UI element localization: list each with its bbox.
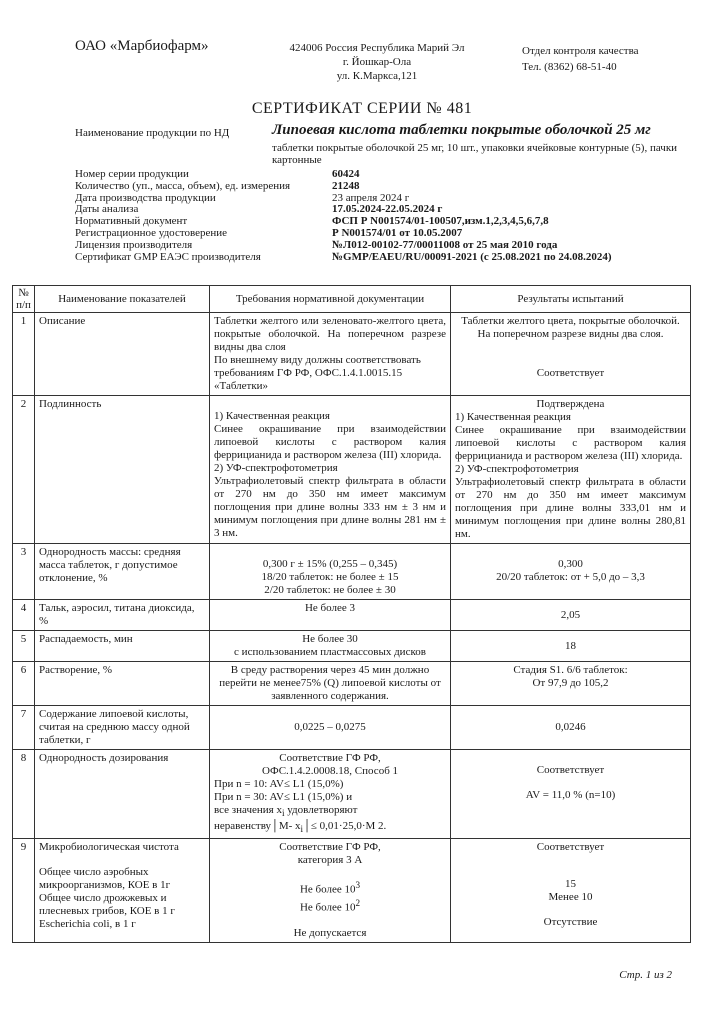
req-text: [214, 820, 446, 836]
info-label: Номер серии продукции: [75, 168, 189, 180]
info-row: [75, 181, 695, 193]
spacer: [455, 752, 686, 764]
info-label: Дата производства продукции: [75, 191, 216, 204]
info-value: №Л012-00102-77/00011008 от 25 мая 2010 года: [332, 238, 558, 251]
info-label: Даты анализа: [75, 203, 139, 216]
row-name: Подлинность: [35, 396, 210, 544]
row-requirements: Не более 3: [210, 600, 451, 631]
res-text: 0,300: [558, 558, 583, 570]
sub-name: Общее число дрожжевых и плесневых грибов, КОЕ в 1 г: [39, 892, 175, 918]
row-results: [451, 396, 691, 544]
spacer: [455, 866, 686, 878]
info-label: Регистрационное удостоверение: [75, 226, 228, 239]
req-text: [214, 804, 446, 820]
row-name-text: Микробиологическая чистота: [39, 841, 179, 854]
row-num: 6: [13, 662, 35, 706]
table-row: [13, 544, 691, 600]
spacer: [455, 904, 686, 916]
info-value: 17.05.2024-22.05.2024 г: [332, 203, 443, 216]
spacer: [214, 867, 446, 879]
company-name: ОАО «Марбиофарм»: [75, 38, 209, 54]
res-text: AV = 11,0 % (n=10): [525, 789, 616, 801]
row-requirements: В среду растворения через 45 мин должно перейти не менее75% (Q) липоевой кислоты от заявленного содержания.: [210, 662, 451, 706]
req-text: 18/20 таблеток: не более ± 15: [261, 571, 399, 583]
res-text: Подтверждена: [536, 398, 605, 410]
row-results: [451, 662, 691, 706]
row-requirements: 0,0225 – 0,0275: [210, 706, 451, 750]
department-phone: Тел. (8362) 68-51-40: [522, 61, 617, 73]
product-description: таблетки покрытые оболочкой 25 мг, 10 шт., упаковки ячейковые контурные (5), пачки картонные: [272, 142, 678, 166]
req-fragment: │≤ 0,01·25,0·M 2.: [303, 820, 387, 833]
info-value: 21248: [332, 179, 360, 192]
res-text: 1) Качественная реакция: [455, 411, 571, 423]
page-number: Стр. 1 из 2: [619, 969, 672, 981]
info-row: [75, 240, 695, 252]
req-superscript: 3: [355, 880, 361, 891]
table-row: [13, 839, 691, 942]
res-text: 20/20 таблеток: от + 5,0 до – 3,3: [496, 571, 645, 583]
row-num: 7: [13, 706, 35, 750]
row-requirements: [210, 750, 451, 839]
res-text: Соответствует: [536, 841, 605, 854]
res-text: 15: [565, 878, 576, 891]
req-text: По внешнему виду должны соответствовать требованиям ГФ РФ, ОФС.1.4.1.0015.15 «Таблетки»: [214, 354, 421, 392]
info-label: Нормативный документ: [75, 215, 188, 228]
department-name: Отдел контроля качества: [522, 45, 639, 57]
info-value: 60424: [332, 168, 360, 180]
row-results: 18: [451, 631, 691, 662]
req-subscript: i: [300, 824, 304, 835]
info-value: ФСП Р N001574/01-100507,изм.1,2,3,4,5,6,7,8: [332, 215, 549, 228]
req-text: Синее окрашивание при взаимодействии липоевой кислоты с раствором калия феррицианида и раствором железа (III) хлорида.: [214, 423, 446, 461]
row-requirements: [210, 313, 451, 396]
results-table: [12, 285, 691, 943]
row-requirements: [210, 396, 451, 544]
req-text: Соответствие ГФ РФ,: [279, 752, 381, 764]
req-fragment: удовлетворяют: [284, 804, 358, 816]
row-num: 1: [13, 313, 35, 396]
req-text: с использованием пластмассовых дисков: [234, 646, 426, 658]
header-name: Наименование показателей: [35, 286, 210, 313]
row-num: 9: [13, 839, 35, 942]
req-text: категория 3 А: [297, 854, 363, 867]
row-results: [451, 313, 691, 396]
res-text: Соответствует: [536, 367, 605, 379]
req-fragment: неравенству│M- x: [214, 820, 301, 833]
address-line: ул. К.Маркса,121: [336, 70, 418, 82]
info-label: Сертификат GMP ЕАЭС производителя: [75, 250, 261, 263]
table-row: [13, 631, 691, 662]
table-row: [13, 600, 691, 631]
res-text: Соответствует: [536, 764, 605, 776]
req-text: Ультрафиолетовый спектр фильтрата в области от 270 нм до 350 нм имеет максимум поглощения при длине волны 333 нм ± 3 нм и минимум поглощения при длине волны 281 нм ± 3 нм.: [214, 475, 446, 539]
table-header-row: [13, 286, 691, 313]
header-results: Результаты испытаний: [451, 286, 691, 313]
info-row: [75, 228, 695, 240]
req-text: 2/20 таблеток: не более ± 30: [264, 584, 396, 596]
res-text: Отсутствие: [543, 916, 598, 929]
info-label: Количество (уп., масса, объем), ед. измерения: [75, 179, 291, 192]
res-text: 2) УФ-спектрофотометрия: [455, 463, 579, 475]
sub-name: Общее число аэробных микроорганизмов, КОЕ в 1г: [39, 866, 171, 892]
res-text: Синее окрашивание при взаимодействии липоевой кислоты с раствором калия феррицианида и раствором железа (III) хлорида.: [455, 424, 686, 462]
req-text: 2) УФ-спектрофотометрия: [214, 462, 338, 474]
row-num: 8: [13, 750, 35, 839]
row-name: Однородность дозирования: [35, 750, 210, 839]
res-text: Стадия S1. 6/6 таблеток:: [513, 664, 628, 676]
req-text: 0,300 г ± 15% (0,255 – 0,345): [262, 558, 398, 570]
row-requirements: [210, 631, 451, 662]
row-num: 3: [13, 544, 35, 600]
table-row: [13, 313, 691, 396]
row-results: [451, 544, 691, 600]
table-row: [13, 396, 691, 544]
row-results: [451, 750, 691, 839]
info-row: [75, 252, 695, 264]
address-line: г. Йошкар-Ола: [342, 56, 412, 68]
row-name: Содержание липоевой кислоты, считая на среднюю массу одной таблетки, г: [35, 706, 210, 750]
product-info: [75, 169, 695, 263]
row-name: Описание: [35, 313, 210, 396]
address-line: 424006 Россия Республика Марий Эл: [289, 42, 465, 54]
req-text: При n = 30: AV≤ L1 (15,0%) и: [214, 791, 353, 803]
department-block: [522, 43, 702, 75]
res-text: Менее 10: [548, 891, 593, 904]
info-label: Лицензия производителя: [75, 238, 193, 251]
req-subscript: i: [281, 808, 285, 819]
spacer: [39, 854, 205, 866]
req-fragment: Не более 10: [299, 884, 356, 897]
table-row: [13, 750, 691, 839]
req-text: При n = 10: AV≤ L1 (15,0%): [214, 778, 344, 790]
req-text: 1) Качественная реакция: [214, 410, 330, 422]
row-requirements: [210, 839, 451, 942]
table-row: [13, 706, 691, 750]
row-name: [35, 839, 210, 942]
row-name: Растворение, %: [35, 662, 210, 706]
res-text: От 97,9 до 105,2: [532, 677, 609, 689]
req-text: Соответствие ГФ РФ,: [279, 841, 381, 854]
req-text: [214, 897, 446, 915]
sub-name: Escherichia coli, в 1 г: [39, 918, 136, 931]
header-requirements: Требования нормативной документации: [210, 286, 451, 313]
spacer: [455, 854, 686, 866]
info-value: 23 апреля 2024 г: [332, 191, 410, 204]
company-address: [272, 41, 482, 83]
info-value: Р N001574/01 от 10.05.2007: [332, 226, 463, 239]
row-num: 4: [13, 600, 35, 631]
header-num: № п/п: [13, 286, 35, 313]
res-text: Таблетки желтого цвета, покрытые оболочкой. На поперечном разрезе видны два слоя.: [461, 315, 680, 340]
req-superscript: 2: [355, 898, 361, 909]
row-requirements: [210, 544, 451, 600]
spacer: [214, 398, 446, 410]
spacer: [455, 546, 686, 558]
certificate-title: СЕРТИФИКАТ СЕРИИ № 481: [251, 100, 473, 117]
req-text: Не допускается: [293, 926, 367, 939]
info-value: №GMP/EAEU/RU/00091-2021 (с 25.08.2021 по 24.08.2024): [332, 250, 612, 263]
req-fragment: Не более 10: [299, 901, 356, 914]
row-num: 5: [13, 631, 35, 662]
row-results: 2,05: [451, 600, 691, 631]
product-label: Наименование продукции по НД: [75, 127, 230, 139]
req-text: Не более 30: [302, 633, 358, 645]
spacer: [214, 915, 446, 927]
table-row: [13, 662, 691, 706]
req-text: ОФС.1.4.2.0008.18, Способ 1: [261, 765, 399, 777]
req-text: Таблетки желтого или зеленовато-желтого цвета, покрытые оболочкой. На поперечном разрезе видны два слоя: [214, 315, 446, 353]
row-name: Тальк, аэросил, титана диоксида, %: [35, 600, 210, 631]
row-name: Распадаемость, мин: [35, 631, 210, 662]
req-fragment: все значения x: [214, 804, 282, 816]
req-text: [214, 879, 446, 897]
row-num: 2: [13, 396, 35, 544]
row-results: [451, 839, 691, 942]
row-results: 0,0246: [451, 706, 691, 750]
product-name: Липоевая кислота таблетки покрытые оболочкой 25 мг: [272, 122, 651, 138]
res-text: Ультрафиолетовый спектр фильтрата в области от 270 нм до 350 нм имеет максимум поглощения при длине волны 333,01 нм и минимум поглощения при длине волны 280,81 нм.: [455, 476, 686, 540]
spacer: [214, 546, 446, 558]
row-name: Однородность массы: средняя масса таблеток, г допустимое отклонение, %: [35, 544, 210, 600]
